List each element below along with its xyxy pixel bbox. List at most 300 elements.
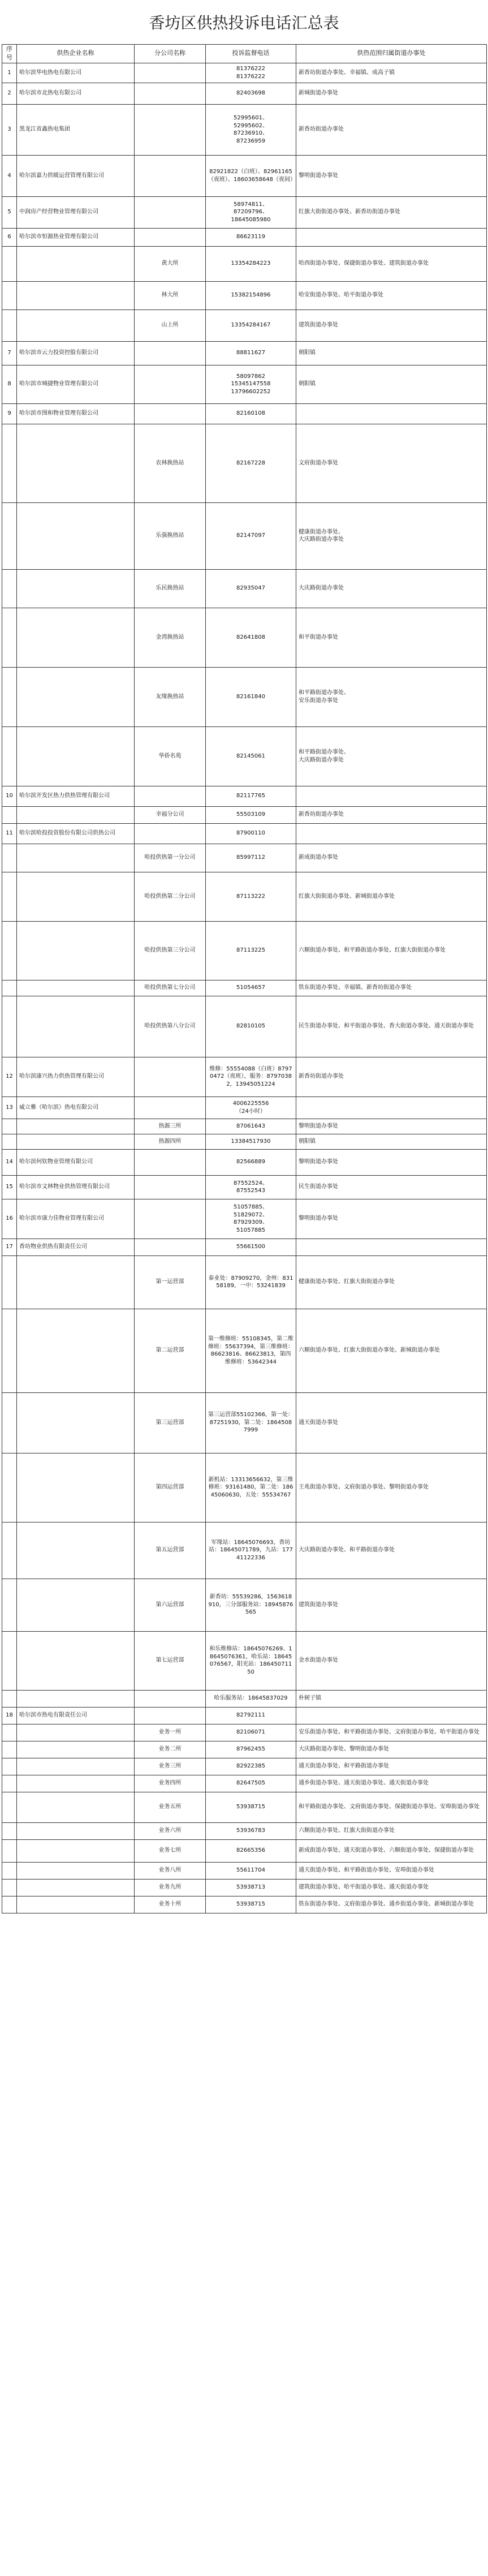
seq-cell (2, 1822, 17, 1839)
table-row (2, 281, 487, 309)
branch-cell: 业务一所 (135, 1724, 206, 1741)
seq-cell (2, 726, 17, 786)
company-cell (17, 1758, 135, 1775)
branch-cell: 业务三所 (135, 1758, 206, 1775)
company-cell: 哈尔滨嘉力供暖运营管理有限公司 (17, 155, 135, 196)
branch-cell: 第七运营部 (135, 1631, 206, 1690)
area-cell: 民生街道办事处 (296, 1175, 487, 1199)
seq-cell: 15 (2, 1175, 17, 1199)
table-row (2, 1175, 487, 1199)
phone-cell: 81376222 81376222 (206, 63, 296, 83)
area-cell: 建筑街道办事处 (296, 1579, 487, 1631)
branch-cell: 友缘换热站 (135, 667, 206, 726)
table-row (2, 403, 487, 424)
table-row (2, 1724, 487, 1741)
company-cell (17, 1631, 135, 1690)
table-row (2, 667, 487, 726)
table-row (2, 1879, 487, 1896)
table-body (2, 45, 487, 1913)
phone-cell: 53938715 (206, 1792, 296, 1822)
company-cell: 哈尔滨市热电有限责任公司 (17, 1707, 135, 1724)
phone-cell: 第一维修班：55108345，第二维修班：55637394，第三维修班：86623816、86623813，第四维修班：53642344 (206, 1309, 296, 1392)
area-cell: 大庆路街道办事处、黎明街道办事处 (296, 1741, 487, 1758)
table-row (2, 1522, 487, 1579)
branch-cell (135, 83, 206, 104)
seq-cell: 5 (2, 196, 17, 228)
area-cell: 文府街道办事处 (296, 424, 487, 502)
table-row (2, 424, 487, 502)
area-cell: 和平路街道办事处、文府街道办事处、保捷街道办事处、安埠街道办事处 (296, 1792, 487, 1822)
company-cell (17, 502, 135, 569)
area-cell: 通天街道办事处、和平路街道办事处、安埠街道办事处 (296, 1862, 487, 1879)
area-cell: 大庆路街道办事处 (296, 569, 487, 608)
company-cell (17, 844, 135, 872)
table-row (2, 1119, 487, 1134)
area-cell: 黎明街道办事处 (296, 155, 487, 196)
table-row (2, 1631, 487, 1690)
phone-cell: 58974811、 87209796、 18645085980 (206, 196, 296, 228)
phone-cell: 13354284167 (206, 309, 296, 341)
phone-cell: 82145061 (206, 726, 296, 786)
area-cell: 红旗大街街道办事处、新城街道办事处 (296, 872, 487, 921)
table-row (2, 104, 487, 155)
seq-cell (2, 569, 17, 608)
company-cell (17, 246, 135, 281)
table-row (2, 1775, 487, 1792)
company-cell (17, 980, 135, 996)
company-cell (17, 872, 135, 921)
company-cell (17, 1896, 135, 1913)
table-row (2, 1255, 487, 1309)
table-row (2, 980, 487, 996)
seq-cell (2, 1792, 17, 1822)
area-cell (296, 786, 487, 806)
company-cell (17, 309, 135, 341)
table-row (2, 1792, 487, 1822)
branch-cell: 第五运营部 (135, 1522, 206, 1579)
seq-cell (2, 1775, 17, 1792)
branch-cell (135, 1199, 206, 1238)
table-row (2, 341, 487, 365)
phone-cell: 82921822（白班）、82961165（夜班）、18603658648（夜间） (206, 155, 296, 196)
phone-cell: 82106071 (206, 1724, 296, 1741)
phone-cell: 13354284223 (206, 246, 296, 281)
phone-cell: 85997112 (206, 844, 296, 872)
area-cell: 朝阳镇 (296, 341, 487, 365)
branch-cell: 哈投供热第二分公司 (135, 872, 206, 921)
phone-cell: 哈乐服务站：18645837029 (206, 1690, 296, 1707)
seq-cell: 16 (2, 1199, 17, 1238)
branch-cell: 乐强换热站 (135, 502, 206, 569)
seq-cell: 1 (2, 63, 17, 83)
seq-cell: 7 (2, 341, 17, 365)
seq-cell (2, 1134, 17, 1149)
area-cell: 王兆街道办事处、文府街道办事处、黎明街道办事处 (296, 1453, 487, 1522)
company-cell (17, 667, 135, 726)
branch-cell: 金湾换热站 (135, 608, 206, 667)
branch-cell: 哈投供热第三分公司 (135, 921, 206, 980)
phone-cell: 82665356 (206, 1839, 296, 1862)
company-cell (17, 569, 135, 608)
area-cell: 新香坊街道办事处 (296, 1057, 487, 1096)
seq-cell (2, 1579, 17, 1631)
seq-cell (2, 309, 17, 341)
column-header-phone: 投诉监督电话 (206, 45, 296, 63)
seq-cell (2, 1119, 17, 1134)
branch-cell (135, 104, 206, 155)
branch-cell: 林大所 (135, 281, 206, 309)
table-row (2, 872, 487, 921)
area-cell (296, 228, 487, 246)
phone-cell: 和乐维修站：18645076269、18645076361，哈乐站：18645076567，阳光站：18645071150 (206, 1631, 296, 1690)
company-cell (17, 1724, 135, 1741)
company-cell (17, 1134, 135, 1149)
company-cell (17, 726, 135, 786)
seq-cell: 18 (2, 1707, 17, 1724)
column-header-branch: 分公司名称 (135, 45, 206, 63)
seq-cell (2, 980, 17, 996)
company-cell (17, 1822, 135, 1839)
phone-cell: 82147097 (206, 502, 296, 569)
table-row (2, 1707, 487, 1724)
company-cell (17, 1392, 135, 1453)
seq-cell (2, 667, 17, 726)
column-header-company: 供热企业名称 (17, 45, 135, 63)
phone-cell: 82792111 (206, 1707, 296, 1724)
company-cell: 哈尔滨市文林物业供热管理有限公司 (17, 1175, 135, 1199)
area-cell: 铁东街道办事处、文府街道办事处、通乡街道办事处、新城街道办事处 (296, 1896, 487, 1913)
seq-cell (2, 806, 17, 823)
phone-cell: 82403698 (206, 83, 296, 104)
company-cell (17, 1741, 135, 1758)
seq-cell: 3 (2, 104, 17, 155)
area-cell: 金水街道办事处 (296, 1631, 487, 1690)
phone-cell: 82810105 (206, 996, 296, 1057)
table-row (2, 806, 487, 823)
company-cell: 哈尔滨市城捷物业管理有限公司 (17, 365, 135, 403)
area-cell: 黎明街道办事处 (296, 1149, 487, 1175)
table-row (2, 228, 487, 246)
branch-cell: 第一运营部 (135, 1255, 206, 1309)
area-cell: 新香坊街道办事处、幸福镇、成高子镇 (296, 63, 487, 83)
company-cell (17, 1775, 135, 1792)
branch-cell (135, 786, 206, 806)
company-cell: 哈尔滨华电热电有限公司 (17, 63, 135, 83)
seq-cell: 9 (2, 403, 17, 424)
seq-cell (2, 1309, 17, 1392)
branch-cell (135, 403, 206, 424)
seq-cell: 2 (2, 83, 17, 104)
seq-cell (2, 424, 17, 502)
table-row (2, 309, 487, 341)
phone-cell: 58097862 15345147558 13796602252 (206, 365, 296, 403)
area-cell: 黎明街道办事处 (296, 1119, 487, 1134)
branch-cell (135, 823, 206, 844)
seq-cell: 13 (2, 1096, 17, 1119)
phone-cell: 13384517930 (206, 1134, 296, 1149)
branch-cell: 业务七所 (135, 1839, 206, 1862)
branch-cell: 幸福分公司 (135, 806, 206, 823)
seq-cell (2, 844, 17, 872)
phone-cell: 87113225 (206, 921, 296, 980)
company-cell: 哈尔滨市恒源热业管理有限公司 (17, 228, 135, 246)
area-cell: 和平路街道办事处、 大庆路街道办事处 (296, 726, 487, 786)
seq-cell: 17 (2, 1238, 17, 1255)
seq-cell: 6 (2, 228, 17, 246)
table-row (2, 502, 487, 569)
company-cell (17, 1119, 135, 1134)
seq-cell (2, 502, 17, 569)
branch-cell: 华侨名苑 (135, 726, 206, 786)
phone-cell: 82647505 (206, 1775, 296, 1792)
company-cell: 中润房产经营物业管理有限公司 (17, 196, 135, 228)
branch-cell (135, 63, 206, 83)
area-cell: 新城街道办事处 (296, 83, 487, 104)
phone-cell: 82117765 (206, 786, 296, 806)
phone-cell: 53938715 (206, 1896, 296, 1913)
area-cell: 铁东街道办事处、幸福镇、新香坊街道办事处 (296, 980, 487, 996)
branch-cell: 农林换热站 (135, 424, 206, 502)
table-row (2, 996, 487, 1057)
table-row (2, 1057, 487, 1096)
phone-cell: 82160108 (206, 403, 296, 424)
phone-cell: 15382154896 (206, 281, 296, 309)
table-row (2, 246, 487, 281)
table-row (2, 63, 487, 83)
phone-cell: 82922385 (206, 1758, 296, 1775)
branch-cell: 哈投供热第一分公司 (135, 844, 206, 872)
phone-cell: 新香坊：55539286，1563618910，三分部服务站：18945876565 (206, 1579, 296, 1631)
company-cell: 哈尔滨市图和物业管理有限公司 (17, 403, 135, 424)
company-cell (17, 1879, 135, 1896)
seq-cell: 4 (2, 155, 17, 196)
column-header-seq: 序号 (2, 45, 17, 63)
branch-cell: 业务八所 (135, 1862, 206, 1879)
phone-cell: 55661500 (206, 1238, 296, 1255)
table-header-row (2, 45, 487, 63)
area-cell (296, 823, 487, 844)
phone-cell: 82167228 (206, 424, 296, 502)
phone-cell: 55503109 (206, 806, 296, 823)
area-cell: 六顺街道办事处、红旗大街街道办事处、新城街道办事处 (296, 1309, 487, 1392)
company-cell (17, 806, 135, 823)
seq-cell (2, 1392, 17, 1453)
branch-cell (135, 1057, 206, 1096)
area-cell: 六顺街道办事处、和平路街道办事处、红旗大街街道办事处 (296, 921, 487, 980)
area-cell: 朝阳镇 (296, 365, 487, 403)
area-cell: 通天街道办事处、和平路街道办事处 (296, 1758, 487, 1775)
table-row (2, 196, 487, 228)
company-cell (17, 1453, 135, 1522)
phone-cell: 87552524、 87552543 (206, 1175, 296, 1199)
seq-cell (2, 1522, 17, 1579)
table-row (2, 1741, 487, 1758)
phone-cell: 新机站：13313656632，第三维修班：93161480，第二处：18645060630，五处：55534767 (206, 1453, 296, 1522)
seq-cell (2, 1724, 17, 1741)
table-row (2, 155, 487, 196)
phone-cell: 87113222 (206, 872, 296, 921)
phone-cell: 86623119 (206, 228, 296, 246)
phone-cell: 82641808 (206, 608, 296, 667)
table-row (2, 1238, 487, 1255)
branch-cell: 热源三所 (135, 1119, 206, 1134)
seq-cell: 8 (2, 365, 17, 403)
branch-cell (135, 155, 206, 196)
area-cell: 红旗大街街道办事处、新香坊街道办事处 (296, 196, 487, 228)
phone-cell: 87900110 (206, 823, 296, 844)
seq-cell (2, 1255, 17, 1309)
seq-cell (2, 1690, 17, 1707)
area-cell (296, 1238, 487, 1255)
phone-cell: 52995601、 52995602、 87236910、 87236959 (206, 104, 296, 155)
phone-cell: 51057885、 51829072、 87929309、 51057885 (206, 1199, 296, 1238)
branch-cell (135, 1238, 206, 1255)
company-cell (17, 281, 135, 309)
area-cell: 六顺街道办事处、红旗大街街道办事处 (296, 1822, 487, 1839)
seq-cell: 12 (2, 1057, 17, 1096)
seq-cell (2, 281, 17, 309)
phone-cell: 82161840 (206, 667, 296, 726)
company-cell: 哈尔滨市北热电有限公司 (17, 83, 135, 104)
phone-cell: 88811627 (206, 341, 296, 365)
branch-cell: 第六运营部 (135, 1579, 206, 1631)
area-cell: 新香坊街道办事处 (296, 104, 487, 155)
company-cell: 黑龙江省鑫热电集团 (17, 104, 135, 155)
branch-cell (135, 1175, 206, 1199)
branch-cell: 第四运营部 (135, 1453, 206, 1522)
branch-cell (135, 1149, 206, 1175)
branch-cell: 哈投供热第七分公司 (135, 980, 206, 996)
area-cell: 健康街道办事处、红旗大街街道办事处 (296, 1255, 487, 1309)
phone-cell: 87962455 (206, 1741, 296, 1758)
branch-cell: 热源四所 (135, 1134, 206, 1149)
seq-cell (2, 1896, 17, 1913)
table-row (2, 1134, 487, 1149)
company-cell (17, 1690, 135, 1707)
area-cell: 朴树子镇 (296, 1690, 487, 1707)
area-cell: 新成街道办事处、通天街道办事处、六顺街道办事处、保捷街道办事处 (296, 1839, 487, 1862)
branch-cell: 业务十所 (135, 1896, 206, 1913)
table-row (2, 1096, 487, 1119)
branch-cell: 第三运营部 (135, 1392, 206, 1453)
phone-cell: 维修：55554088（白班）87970472（夜班），服务：87970382，13945051224 (206, 1057, 296, 1096)
company-cell (17, 424, 135, 502)
table-row (2, 844, 487, 872)
seq-cell (2, 1839, 17, 1862)
area-cell: 健康街道办事处、 大庆路街道办事处 (296, 502, 487, 569)
branch-cell: 第二运营部 (135, 1309, 206, 1392)
branch-cell (135, 228, 206, 246)
area-cell: 通天街道办事处 (296, 1392, 487, 1453)
phone-cell: 51054657 (206, 980, 296, 996)
branch-cell: 业务六所 (135, 1822, 206, 1839)
table-row (2, 1199, 487, 1238)
phone-cell: 泰业处：87909270，金州：83158189，一中：53241839 (206, 1255, 296, 1309)
area-cell: 哈西街道办事处、保捷街道办事处、建筑街道办事处 (296, 246, 487, 281)
branch-cell (135, 1690, 206, 1707)
area-cell: 安乐街道办事处、和平路街道办事处、文府街道办事处、哈平街道办事处 (296, 1724, 487, 1741)
page-title: 香坊区供热投诉电话汇总表 (149, 14, 339, 32)
table-row (2, 83, 487, 104)
company-cell: 香坊物业供热有限责任公司 (17, 1238, 135, 1255)
company-cell (17, 1792, 135, 1822)
branch-cell: 山上所 (135, 309, 206, 341)
phone-cell: 53938713 (206, 1879, 296, 1896)
table-row (2, 1896, 487, 1913)
seq-cell (2, 1862, 17, 1879)
area-cell: 建筑街道办事处 (296, 309, 487, 341)
branch-cell: 业务九所 (135, 1879, 206, 1896)
seq-cell (2, 1758, 17, 1775)
area-cell: 哈安街道办事处、哈平街道办事处 (296, 281, 487, 309)
seq-cell (2, 246, 17, 281)
table-row (2, 1758, 487, 1775)
seq-cell: 11 (2, 823, 17, 844)
company-cell: 哈尔滨何钦物业管理有限公司 (17, 1149, 135, 1175)
seq-cell (2, 921, 17, 980)
seq-cell: 14 (2, 1149, 17, 1175)
seq-cell (2, 1879, 17, 1896)
phone-cell: 军缘站：18645076693，香坊站：18645071789，九站：17741122336 (206, 1522, 296, 1579)
table-row (2, 365, 487, 403)
branch-cell (135, 196, 206, 228)
table-row (2, 1690, 487, 1707)
company-cell (17, 608, 135, 667)
phone-cell: 87061643 (206, 1119, 296, 1134)
table-row (2, 823, 487, 844)
seq-cell: 10 (2, 786, 17, 806)
phone-cell: 第三运营部55102366，第一处：87251930，第二处：18645087999 (206, 1392, 296, 1453)
company-cell: 哈尔滨开发区热力供热管理有限公司 (17, 786, 135, 806)
area-cell: 通乡街道办事处、通天街道办事处、通天街道办事处 (296, 1775, 487, 1792)
phone-cell: 53936783 (206, 1822, 296, 1839)
area-cell: 新香坊街道办事处 (296, 806, 487, 823)
table-row (2, 1392, 487, 1453)
area-cell: 建筑街道办事处、哈平街道办事处、通天街道办事处 (296, 1879, 487, 1896)
company-cell (17, 1579, 135, 1631)
seq-cell (2, 1453, 17, 1522)
company-cell: 哈尔滨康兴热力供热管理有限公司 (17, 1057, 135, 1096)
company-cell: 哈尔滨哈投投资股份有限公司供热公司 (17, 823, 135, 844)
company-cell (17, 1309, 135, 1392)
table-row (2, 1579, 487, 1631)
company-cell (17, 921, 135, 980)
column-header-area: 供热范围归属街道办事处 (296, 45, 487, 63)
table-row (2, 1453, 487, 1522)
branch-cell: 业务五所 (135, 1792, 206, 1822)
table-row (2, 1149, 487, 1175)
branch-cell (135, 365, 206, 403)
table-row (2, 1839, 487, 1862)
branch-cell: 业务二所 (135, 1741, 206, 1758)
seq-cell (2, 1631, 17, 1690)
table-row (2, 569, 487, 608)
area-cell: 朝阳镇 (296, 1134, 487, 1149)
area-cell: 和平街道办事处 (296, 608, 487, 667)
branch-cell (135, 341, 206, 365)
branch-cell: 乐民换热站 (135, 569, 206, 608)
company-cell (17, 1839, 135, 1862)
branch-cell: 黄大所 (135, 246, 206, 281)
seq-cell (2, 872, 17, 921)
area-cell: 大庆路街道办事处、和平路街道办事处 (296, 1522, 487, 1579)
branch-cell: 业务四所 (135, 1775, 206, 1792)
seq-cell (2, 608, 17, 667)
company-cell (17, 1522, 135, 1579)
phone-cell: 55611704 (206, 1862, 296, 1879)
area-cell (296, 1096, 487, 1119)
table-row (2, 786, 487, 806)
